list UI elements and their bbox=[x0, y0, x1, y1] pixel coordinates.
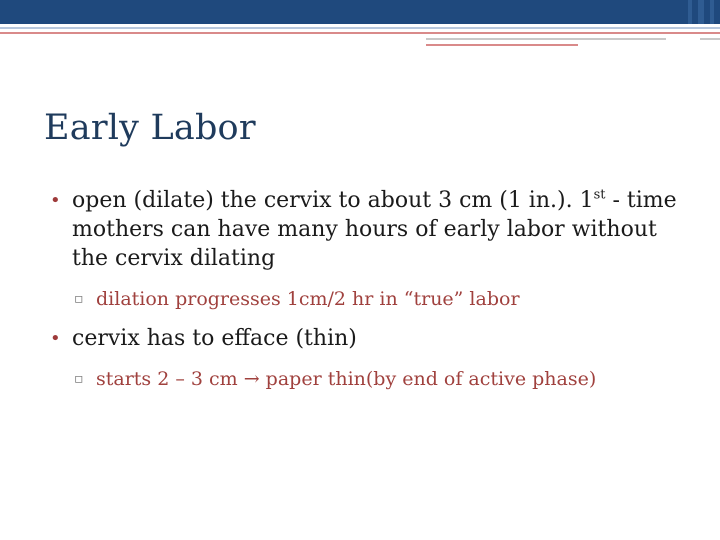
banner-segment bbox=[698, 0, 704, 24]
arrow-icon: → bbox=[243, 368, 260, 390]
sub-bullet-text: paper thin(by end of active phase) bbox=[259, 368, 597, 390]
top-banner bbox=[0, 0, 720, 24]
sub-bullet-text: starts 2 – 3 cm bbox=[96, 368, 244, 390]
banner-stripe bbox=[0, 27, 720, 29]
banner-stripe bbox=[700, 38, 720, 40]
sub-bullet-icon: ▫ bbox=[74, 371, 84, 387]
sub-bullet-icon: ▫ bbox=[74, 291, 84, 307]
banner-segment bbox=[688, 0, 692, 24]
bullet-text: - time mothers can have many hours of early labor without the cervix dilating bbox=[72, 188, 677, 271]
slide-title: Early Labor bbox=[44, 108, 256, 148]
banner-stripe bbox=[0, 32, 720, 34]
superscript: st bbox=[593, 187, 606, 203]
banner-segment bbox=[710, 0, 714, 24]
bullet-icon: • bbox=[50, 328, 61, 349]
bullet-item bbox=[50, 324, 696, 353]
banner-stripe bbox=[426, 44, 578, 46]
bullet-text: open (dilate) the cervix to about 3 cm (1 in.). 1 bbox=[72, 188, 594, 213]
banner-stripe bbox=[426, 38, 666, 40]
sub-bullet-text: dilation progresses 1cm/2 hr in “true” labor bbox=[96, 288, 520, 310]
bullet-text: cervix has to efface (thin) bbox=[72, 326, 357, 351]
sub-bullet-item bbox=[56, 365, 696, 394]
bullet-item bbox=[50, 186, 696, 273]
bullet-icon: • bbox=[50, 190, 61, 211]
sub-bullet-item bbox=[56, 285, 696, 314]
slide-body bbox=[50, 186, 696, 404]
